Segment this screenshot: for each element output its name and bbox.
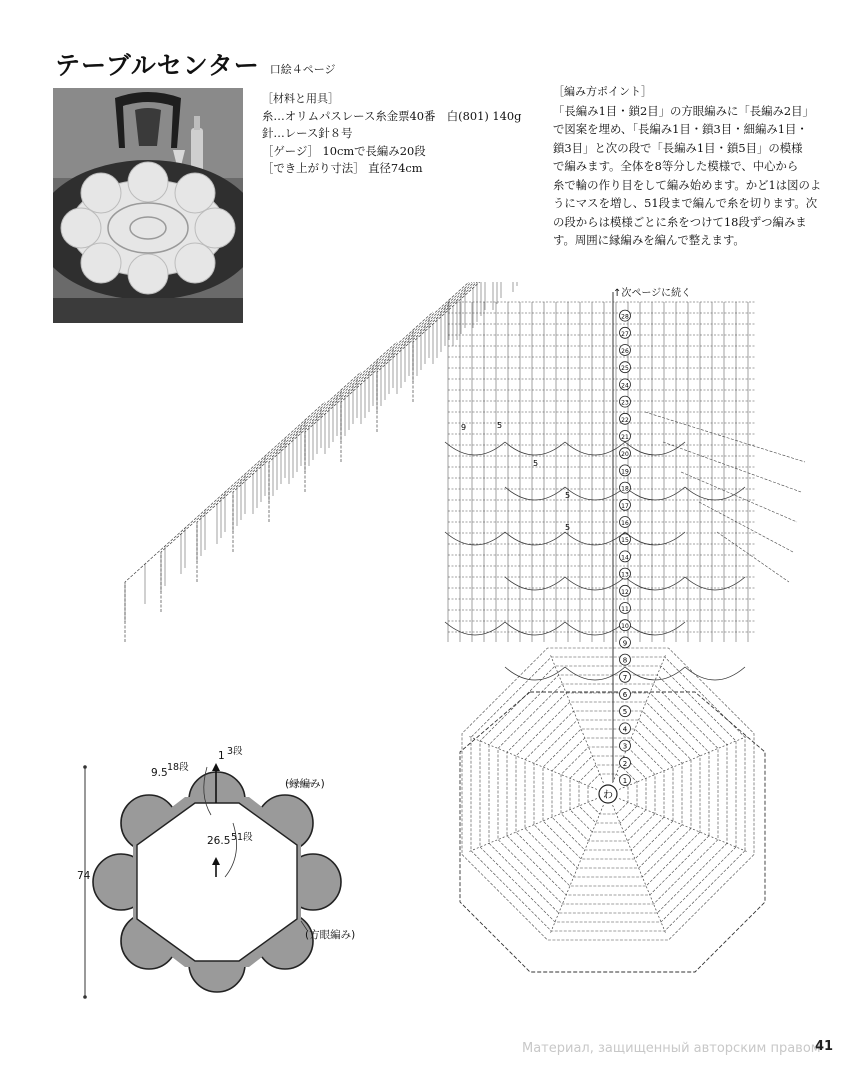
chart-right-row — [717, 532, 789, 582]
points-line: 鎖3目」と次の段で「長編み1目・鎖5目」の模様 — [553, 140, 803, 155]
row-number: 18 — [621, 485, 629, 493]
row-number: 8 — [622, 656, 628, 665]
chart-spoke — [619, 799, 746, 852]
points-line: す。周囲に縁編みを編んで整えます。 — [553, 233, 745, 247]
page-title: テーブルセンター — [55, 51, 260, 80]
chart-right-row — [645, 412, 805, 462]
row-number: 7 — [622, 673, 628, 682]
row-number: 12 — [621, 588, 629, 596]
border-label: (縁編み) — [285, 778, 325, 790]
row-number: 22 — [621, 416, 629, 424]
chart-spoke — [619, 737, 746, 790]
chart-inner-label: 9 — [461, 423, 467, 432]
materials-line: 針…レース針８号 — [262, 126, 353, 140]
row-number: 9 — [622, 639, 628, 648]
page-reference: 口絵４ページ — [269, 63, 336, 76]
size-schema — [75, 745, 405, 1005]
points-line: 糸で輪の作り目をして編み始めます。かど1は図のよ — [553, 177, 822, 192]
row-number: 1 — [622, 777, 628, 785]
points-line: の段からは模様ごとに糸をつけて18段ずつ編みま — [553, 214, 807, 229]
chart-spoke — [551, 655, 604, 782]
row-number: 15 — [621, 537, 629, 545]
row-number: 25 — [621, 365, 629, 373]
center-ring-label: わ — [603, 790, 613, 801]
row-number: 2 — [622, 759, 628, 768]
points-line: うにマスを増し、51段まで編んで糸を切ります。次 — [553, 196, 818, 210]
radius-rows-label: 51段 — [231, 832, 253, 843]
row-number: 11 — [621, 606, 629, 613]
chart-diagonal — [341, 282, 541, 462]
chart-inner-label: 5 — [565, 523, 571, 532]
copyright-watermark: Материал, защищенный авторским правом — [522, 1041, 821, 1056]
row-number: 10 — [621, 623, 629, 631]
corner-rows-label: 3段 — [227, 746, 243, 757]
chart-scallop — [565, 667, 628, 682]
row-number: 3 — [622, 742, 628, 751]
chart-spoke — [469, 799, 596, 852]
materials-line: ［ゲージ］ 10cmで長編み20段 — [262, 143, 426, 158]
points-line: 「長編み1目・鎖2目」の方眼編みに「長編み2目」 — [553, 103, 814, 118]
row-number: 19 — [621, 468, 629, 476]
row-number: 14 — [621, 554, 629, 562]
continue-label: ↑次ページに続く — [613, 288, 692, 299]
chart-right-row — [699, 502, 793, 552]
chart-inner-label: 5 — [533, 459, 539, 468]
row-number: 4 — [622, 725, 628, 734]
chart-scallop — [622, 667, 685, 682]
materials-section — [262, 90, 532, 178]
row-number: 21 — [621, 434, 629, 441]
row-number: 26 — [621, 348, 629, 355]
corner-value-label: 1 — [218, 750, 225, 762]
edge-width-label: 9.5 — [151, 767, 168, 779]
points-line: で図案を埋め、「長編み1目・鎖3目・細編み1目・ — [553, 122, 808, 136]
mesh-label: (方眼編み) — [305, 929, 356, 941]
chart-diagonal — [413, 282, 613, 402]
row-number: 17 — [621, 502, 629, 510]
row-number: 20 — [621, 451, 629, 459]
radius-label: 26.5 — [207, 835, 231, 847]
points-line: で編みます。全体を8等分した模様で、中心から — [553, 159, 799, 173]
knitting-points-section — [553, 83, 823, 250]
chart-diagonal — [305, 282, 505, 492]
row-number: 23 — [621, 399, 629, 407]
chart-spoke — [551, 805, 604, 932]
diameter-label: 74 — [77, 870, 91, 882]
row-number: 13 — [621, 571, 629, 579]
chart-scallop — [685, 667, 745, 680]
chart-spoke — [469, 737, 596, 790]
materials-heading: ［材料と用具］ — [262, 92, 339, 105]
row-number: 28 — [621, 313, 629, 321]
points-heading: ［編み方ポイント］ — [553, 85, 652, 98]
edge-rows-label: 18段 — [167, 762, 189, 773]
schema-drawing — [75, 745, 405, 1005]
chart-inner-label: 5 — [497, 421, 503, 430]
materials-line: ［でき上がり寸法］ 直径74cm — [262, 161, 423, 175]
row-number: 5 — [622, 708, 628, 717]
row-number: 6 — [622, 691, 628, 699]
title-block — [55, 46, 336, 82]
chart-spoke — [613, 805, 666, 932]
row-number: 27 — [621, 330, 629, 338]
chart-inner-label: 5 — [565, 491, 571, 500]
page-number: 41 — [815, 1039, 834, 1054]
materials-line: 糸…オリムパスレース糸金票40番 白(801) 140g — [262, 108, 522, 123]
row-number: 16 — [621, 520, 629, 527]
row-number: 24 — [621, 382, 629, 390]
chart-right-row — [681, 472, 797, 522]
